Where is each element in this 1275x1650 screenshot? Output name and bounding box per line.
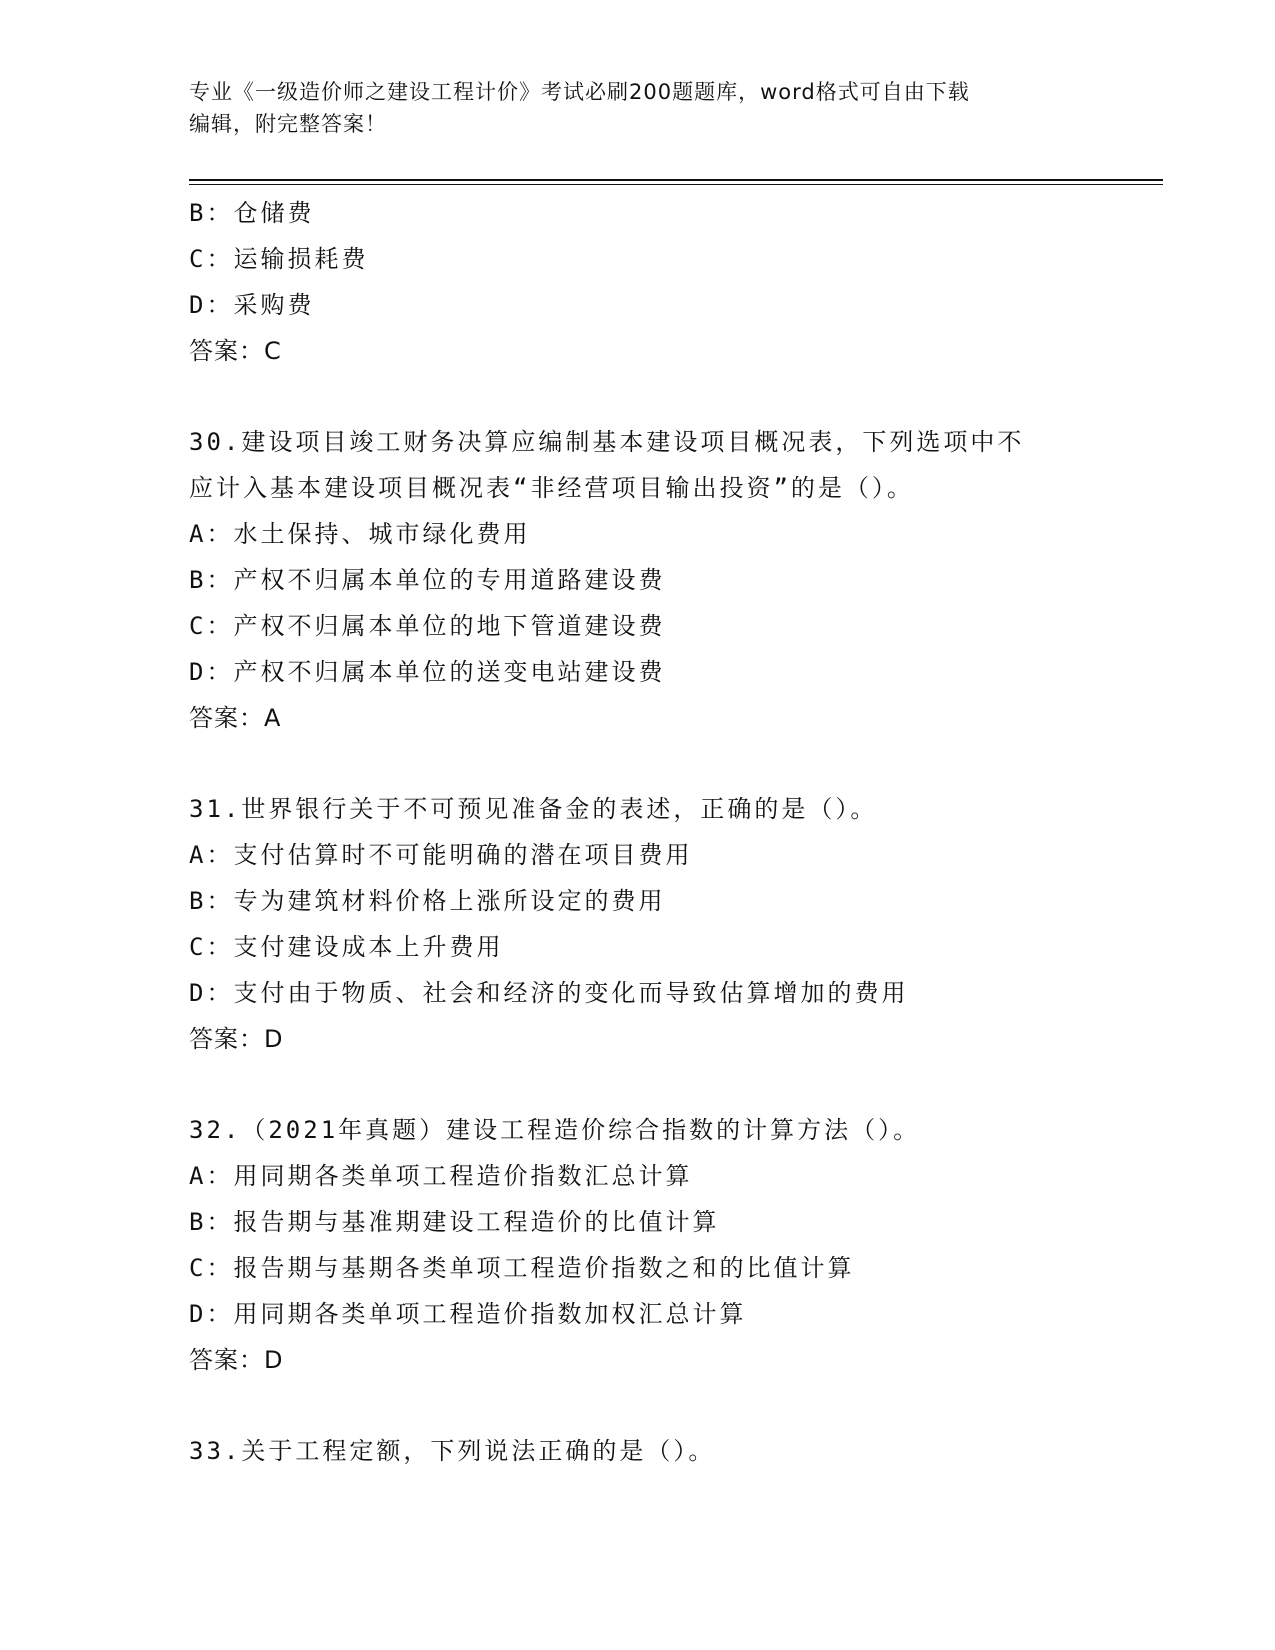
question-33 <box>189 1428 1149 1474</box>
option-c: C：支付建设成本上升费用 <box>189 933 504 961</box>
answer: 答案：D <box>189 1346 284 1374</box>
header-line-2: 编辑，附完整答案！ <box>189 112 387 136</box>
question-31 <box>189 786 1149 1062</box>
question-30 <box>189 419 1149 741</box>
option-c: C：报告期与基期各类单项工程造价指数之和的比值计算 <box>189 1254 855 1282</box>
header-divider-thin <box>189 184 1163 185</box>
answer: 答案：D <box>189 1025 284 1053</box>
header-line-1: 专业《一级造价师之建设工程计价》考试必刷200题题库，word格式可自由下载 <box>189 80 970 104</box>
option-d: D：产权不归属本单位的送变电站建设费 <box>189 658 666 686</box>
question-stem: 33.关于工程定额，下列说法正确的是（）。 <box>189 1437 716 1465</box>
question-content <box>189 190 1149 1474</box>
option-a: A：支付估算时不可能明确的潜在项目费用 <box>189 841 693 869</box>
question-stem: 30.建设项目竣工财务决算应编制基本建设项目概况表，下列选项中不 <box>189 428 1025 456</box>
document-header <box>189 76 1089 140</box>
question-stem: 应计入基本建设项目概况表“非经营项目输出投资”的是（）。 <box>189 474 914 502</box>
option-c: C：运输损耗费 <box>189 245 369 273</box>
question-stem: 32.（2021年真题）建设工程造价综合指数的计算方法（）。 <box>189 1116 921 1144</box>
option-d: D：支付由于物质、社会和经济的变化而导致估算增加的费用 <box>189 979 909 1007</box>
option-c: C：产权不归属本单位的地下管道建设费 <box>189 612 666 640</box>
option-b: B：报告期与基准期建设工程造价的比值计算 <box>189 1208 720 1236</box>
question-32 <box>189 1107 1149 1383</box>
answer: 答案：A <box>189 704 282 732</box>
option-d: D：用同期各类单项工程造价指数加权汇总计算 <box>189 1300 747 1328</box>
option-d: D：采购费 <box>189 291 315 319</box>
question-29-continued <box>189 190 1149 374</box>
header-divider-thick <box>189 179 1163 181</box>
question-stem: 31.世界银行关于不可预见准备金的表述，正确的是（）。 <box>189 795 878 823</box>
option-b: B：专为建筑材料价格上涨所设定的费用 <box>189 887 666 915</box>
option-b: B：仓储费 <box>189 199 315 227</box>
option-a: A：用同期各类单项工程造价指数汇总计算 <box>189 1162 693 1190</box>
option-b: B：产权不归属本单位的专用道路建设费 <box>189 566 666 594</box>
answer: 答案：C <box>189 337 282 365</box>
option-a: A：水土保持、城市绿化费用 <box>189 520 531 548</box>
